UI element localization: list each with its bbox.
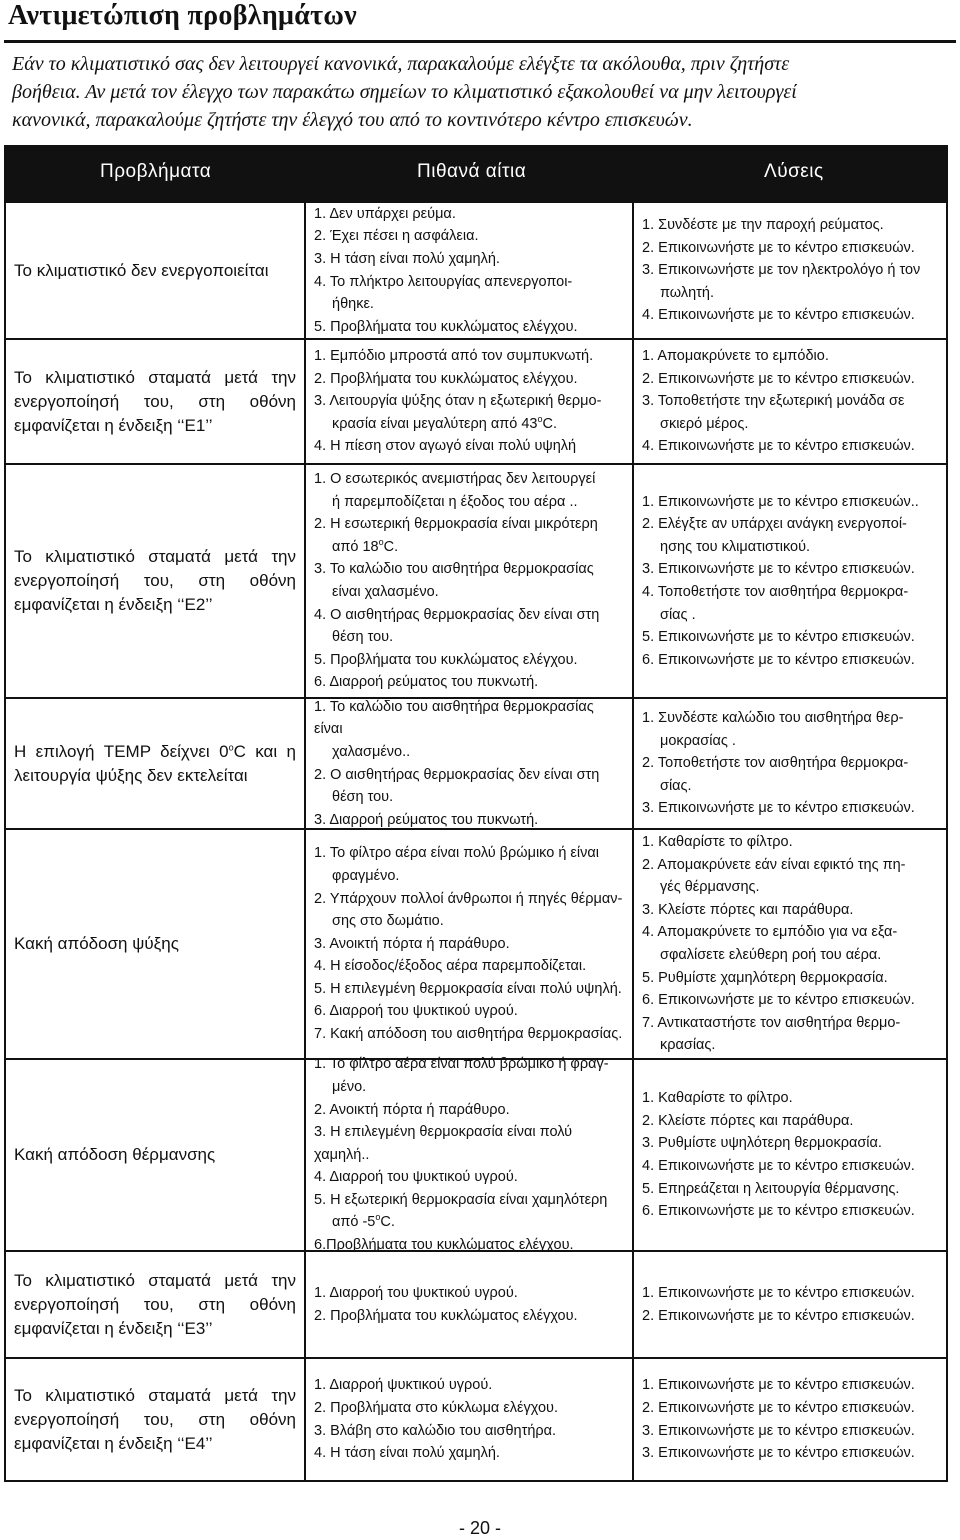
solution-item: μοκρασίας . [660,732,736,749]
cause-item: 6. Διαρροή ρεύματος του πυκνωτή. [314,674,539,691]
solution-item: 3. Επικοινωνήστε με το κέντρο επισκευών. [642,1422,915,1439]
cause-item: 2. Η εσωτερική θερμοκρασία είναι μικρότερη [314,516,598,533]
causes-cell [304,463,634,699]
solution-item: 4. Απομακρύνετε το εμπόδιο για να εξα- [642,924,898,941]
header-solutions: Λύσεις [764,161,824,182]
problem-text: Κακή απόδοση θέρμανσης [14,1145,216,1164]
cause-item: 2. Ο αισθητήρας θερμοκρασίας δεν είναι στη [314,766,600,783]
cause-item: 1. Δεν υπάρχει ρεύμα. [314,205,456,222]
cause-item: 2. Προβλήματα του κυκλώματος ελέγχου. [314,370,578,387]
problem-text: Το κλιματιστικό δεν ενεργοποιείται [14,260,269,280]
problem-cell [4,463,306,699]
solution-item: 4. Επικοινωνήστε με το κέντρο επισκευών. [642,438,915,455]
page-number: - 20 - [458,1518,501,1538]
problem-cell [4,1250,306,1359]
page-title: Αντιμετώπιση προβλημάτων [8,0,357,31]
cause-item: 2. Υπάρχουν πολλοί άνθρωποι ή πηγές θέρμαν- [314,890,623,907]
cause-item: χαλασμένο.. [332,743,411,760]
intro-line: Εάν το κλιματιστικό σας δεν λειτουργεί κανονικά, παρακαλούμε ελέγξτε τα ακόλουθα, πριν ζητήστε [12,53,790,75]
cause-item: 3. Το καλώδιο του αισθητήρα θερμοκρασίας [314,561,594,578]
cause-item: 4. Η είσοδος/έξοδος αέρα παρεμποδίζεται. [314,958,587,975]
solution-item: 2. Ελέγξτε αν υπάρχει ανάγκη ενεργοποί- [642,516,907,533]
problem-cell [4,1058,306,1252]
solution-item: 5. Επηρεάζεται η λειτουργία θέρμανσης. [642,1180,900,1197]
solution-item: 7. Αντικαταστήστε τον αισθητήρα θερμο- [642,1014,901,1031]
solution-item: 3. Ρυθμίστε υψηλότερη θερμοκρασία. [642,1135,882,1152]
solution-item: 2. Επικοινωνήστε με το κέντρο επισκευών. [642,239,915,256]
problem-cell [4,828,306,1060]
solutions-cell [632,1357,948,1482]
solution-item: σκιερό μέρος. [660,415,749,432]
cause-item: 4. Το πλήκτρο λειτουργίας απενεργοποι- [314,273,573,290]
causes-cell [304,828,634,1060]
causes-cell [304,1058,634,1252]
intro-line: κανονικά, παρακαλούμε ζητήστε την έλεγχό του από το κοντινότερο κέντρο επισκευών. [12,109,693,131]
solution-item: 1. Επικοινωνήστε με το κέντρο επισκευών. [642,1377,915,1394]
cause-item: 5. Προβλήματα του κυκλώματος ελέγχου. [314,318,578,335]
solution-item: γές θέρμανσης. [660,879,760,896]
cause-item: 5. Η εξωτερική θερμοκρασία είναι χαμηλότερη [314,1191,608,1208]
solution-item: 2. Επικοινωνήστε με το κέντρο επισκευών. [642,1399,915,1416]
solution-item: πωλητή. [660,284,714,301]
solution-item: ησης του κλιματιστικού. [660,538,811,555]
solutions-cell [632,463,948,699]
solution-item: 5. Επικοινωνήστε με το κέντρο επισκευών. [642,629,915,646]
problem-text: Το κλιματιστικό σταματά μετά την ενεργοποίησή του, στη οθόνη εμφανίζεται η ένδειξη ‘‘E2’’ [14,547,296,614]
solution-item: 2. Κλείστε πόρτες και παράθυρα. [642,1112,854,1129]
solution-item: 4. Τοποθετήστε τον αισθητήρα θερμοκρα- [642,584,909,600]
causes-cell [304,1250,634,1359]
solution-item: 3. Επικοινωνήστε με το κέντρο επισκευών. [642,1445,915,1462]
table-header [4,145,948,201]
solution-item: σίας . [660,606,696,623]
solutions-cell [632,1250,948,1359]
solution-item: 1. Συνδέστε καλώδιο του αισθητήρα θερ- [642,710,904,727]
solution-item: 6. Επικοινωνήστε με το κέντρο επισκευών. [642,1203,915,1220]
solution-item: 1. Επικοινωνήστε με το κέντρο επισκευών.. [642,493,919,510]
cause-item: 2. Έχει πέσει η ασφάλεια. [314,228,479,245]
cause-item: 1. Εμπόδιο μπροστά από τον συμπυκνωτή. [314,348,594,365]
cause-item: 1. Το καλώδιο του αισθητήρα θερμοκρασίας είναι [314,698,594,738]
intro-line: βοήθεια. Αν μετά τον έλεγχο των παρακάτω σημείων το κλιματιστικό εξακολουθεί να μην λειτουργεί [12,81,797,103]
cause-item: 1. Το φίλτρο αέρα είναι πολύ βρώμικο ή είναι [314,845,599,862]
problem-cell [4,338,306,465]
intro-paragraph [12,50,952,134]
causes-cell [304,697,634,830]
problem-text: Κακή απόδοση ψύξης [14,934,179,953]
cause-item: θέση του. [332,789,394,806]
cause-item: 3. Η τάση είναι πολύ χαμηλή. [314,250,500,267]
cause-item: 1. Ο εσωτερικός ανεμιστήρας δεν λειτουργεί [314,471,596,488]
problem-cell [4,1357,306,1482]
solution-item: 3. Επικοινωνήστε με τον ηλεκτρολόγο ή τον [642,262,921,279]
title-rule [4,40,956,43]
cause-item: 7. Κακή απόδοση του αισθητήρα θερμοκρασίας. [314,1026,623,1043]
solution-item: 6. Επικοινωνήστε με το κέντρο επισκευών. [642,651,915,668]
solution-item: κρασίας. [660,1037,716,1054]
cause-item: από -5$^o$C. [332,1212,395,1231]
solutions-cell [632,201,948,340]
solution-item: 4. Επικοινωνήστε με το κέντρο επισκευών. [642,307,915,324]
solution-item: 5. Ρυθμίστε χαμηλότερη θερμοκρασία. [642,969,888,986]
solution-item: 1. Απομακρύνετε το εμπόδιο. [642,348,829,365]
solution-item: 3. Κλείστε πόρτες και παράθυρα. [642,901,854,918]
cause-item: 1. Διαρροή του ψυκτικού υγρού. [314,1284,518,1301]
cause-item: 1. Διαρροή ψυκτικού υγρού. [314,1377,493,1394]
solution-item: 3. Τοποθετήστε την εξωτερική μονάδα σε [642,393,905,410]
solution-item: 3. Επικοινωνήστε με το κέντρο επισκευών. [642,561,915,578]
solution-item: 2. Τοποθετήστε τον αισθητήρα θερμοκρα- [642,755,909,772]
problem-text: Το κλιματιστικό σταματά μετά την ενεργοποίησή του, στη οθόνη εμφανίζεται η ένδειξη ‘‘E3’’ [14,1270,296,1338]
causes-cell [304,201,634,340]
causes-cell [304,338,634,465]
solution-item: σφαλίσετε ελεύθερη ροή του αέρα. [660,947,882,963]
problem-cell [4,201,306,340]
cause-item: 3. Η επιλεγμένη θερμοκρασία είναι πολύ χαμηλή.. [314,1124,573,1163]
solution-item: 6. Επικοινωνήστε με το κέντρο επισκευών. [642,992,915,1009]
solution-item: 1. Συνδέστε με την παροχή ρεύματος. [642,217,884,234]
solution-item: 2. Απομακρύνετε εάν είναι εφικτό της πη- [642,856,906,873]
cause-item: 3. Ανοικτή πόρτα ή παράθυρο. [314,935,510,952]
cause-item: 5. Προβλήματα του κυκλώματος ελέγχου. [314,651,578,668]
solution-item: 3. Επικοινωνήστε με το κέντρο επισκευών. [642,800,915,817]
cause-item: 5. Η επιλεγμένη θερμοκρασία είναι πολύ υψηλή. [314,980,622,997]
solutions-cell [632,1058,948,1252]
solutions-cell [632,828,948,1060]
cause-item: θέση του. [332,629,394,646]
cause-item: από 18$^o$C. [332,536,399,555]
cause-item: 4. Ο αισθητήρας θερμοκρασίας δεν είναι στη [314,606,600,623]
solution-item: σίας. [660,777,692,794]
solutions-cell [632,697,948,830]
cause-item: 3. Βλάβη στο καλώδιο του αισθητήρα. [314,1422,557,1439]
cause-item: σης στο δωμάτιο. [332,913,444,930]
cause-item: φραγμένο. [332,867,400,884]
problem-text: Το κλιματιστικό σταματά μετά την ενεργοποίησή του, στη οθόνη εμφανίζεται η ένδειξη ‘‘E1’’ [14,367,296,435]
cause-item: κρασία είναι μεγαλύτερη από 43$^o$C. [332,413,557,432]
solution-item: 4. Επικοινωνήστε με το κέντρο επισκευών. [642,1158,915,1174]
cause-item: 4. Διαρροή του ψυκτικού υγρού. [314,1169,518,1186]
cause-item: μένο. [332,1078,367,1095]
solution-item: 2. Επικοινωνήστε με το κέντρο επισκευών. [642,370,915,387]
cause-item: είναι χαλασμένο. [332,584,439,600]
solution-item: 1. Καθαρίστε το φίλτρο. [642,1090,793,1107]
cause-item: 4. Η πίεση στον αγωγό είναι πολύ υψηλή [314,438,577,455]
solution-item: 1. Επικοινωνήστε με το κέντρο επισκευών. [642,1284,915,1301]
cause-item: 6.Προβλήματα του κυκλώματος ελέγχου. [314,1237,574,1254]
cause-item: ή παρεμποδίζεται η έξοδος του αέρα .. [332,493,578,510]
header-problems: Προβλήματα [100,161,212,182]
cause-item: 4. Η τάση είναι πολύ χαμηλή. [314,1445,500,1462]
problem-cell [4,697,306,830]
header-causes: Πιθανά αίτια [417,161,527,182]
cause-item: ήθηκε. [332,296,374,313]
problem-text: Η επιλογή TEMP δείχνει 0$^o$C και η λειτουργία ψύξης δεν εκτελείται [14,741,296,785]
cause-item: 6. Διαρροή του ψυκτικού υγρού. [314,1003,518,1020]
problem-text: Το κλιματιστικό σταματά μετά την ενεργοποίησή του, στη οθόνη εμφανίζεται η ένδειξη ‘‘E4’’ [14,1385,296,1453]
solution-item: 2. Επικοινωνήστε με το κέντρο επισκευών. [642,1307,915,1324]
cause-item: 2. Προβλήματα του κυκλώματος ελέγχου. [314,1307,578,1324]
cause-item: 3. Λειτουργία ψύξης όταν η εξωτερική θερμο- [314,393,602,410]
cause-item: 2. Προβλήματα στο κύκλωμα ελέγχου. [314,1399,559,1416]
causes-cell [304,1357,634,1482]
solution-item: 1. Καθαρίστε το φίλτρο. [642,834,793,851]
cause-item: 2. Ανοικτή πόρτα ή παράθυρο. [314,1101,510,1118]
cause-item: 1. Το φίλτρο αέρα είναι πολύ βρώμικο ή φραγ- [314,1056,609,1073]
cause-item: 3. Διαρροή ρεύματος του πυκνωτή. [314,811,539,828]
solutions-cell [632,338,948,465]
